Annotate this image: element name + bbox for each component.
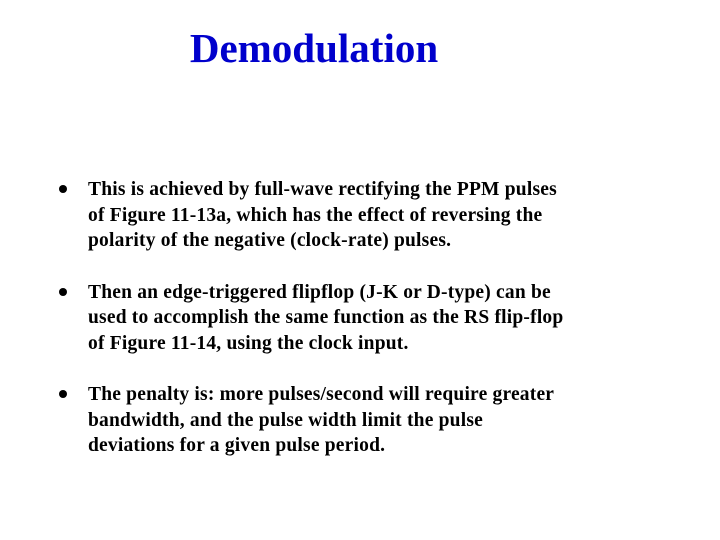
bullet-text-line: used to accomplish the same function as the RS flip-flop	[88, 307, 564, 328]
bullet-text-line: deviations for a given pulse period.	[88, 435, 386, 456]
bullet-text-line: of Figure 11-13a, which has the effect of reversing the	[88, 204, 543, 226]
bullet-item	[56, 280, 676, 357]
bullet-list	[56, 177, 676, 485]
bullet-text-line: The penalty is: more pulses/second will require greater	[88, 384, 555, 405]
bullet-dot-icon	[59, 390, 67, 398]
bullet-dot-icon	[59, 288, 67, 296]
slide-title: Demodulation	[189, 25, 439, 71]
bullet-text-line: This is achieved by full-wave rectifying the PPM pulses	[88, 179, 557, 200]
bullet-dot-icon	[59, 185, 67, 193]
bullet-text-line: of Figure 11-14, using the clock input.	[88, 332, 409, 354]
bullet-text-line: Then an edge-triggered flipflop (J-K or D-type) can be	[88, 281, 551, 303]
bullet-item	[56, 382, 676, 459]
bullet-text-line: polarity of the negative (clock-rate) pulses.	[88, 230, 452, 251]
bullet-item	[56, 177, 676, 254]
bullet-text-line: bandwidth, and the pulse width limit the pulse	[88, 409, 483, 431]
